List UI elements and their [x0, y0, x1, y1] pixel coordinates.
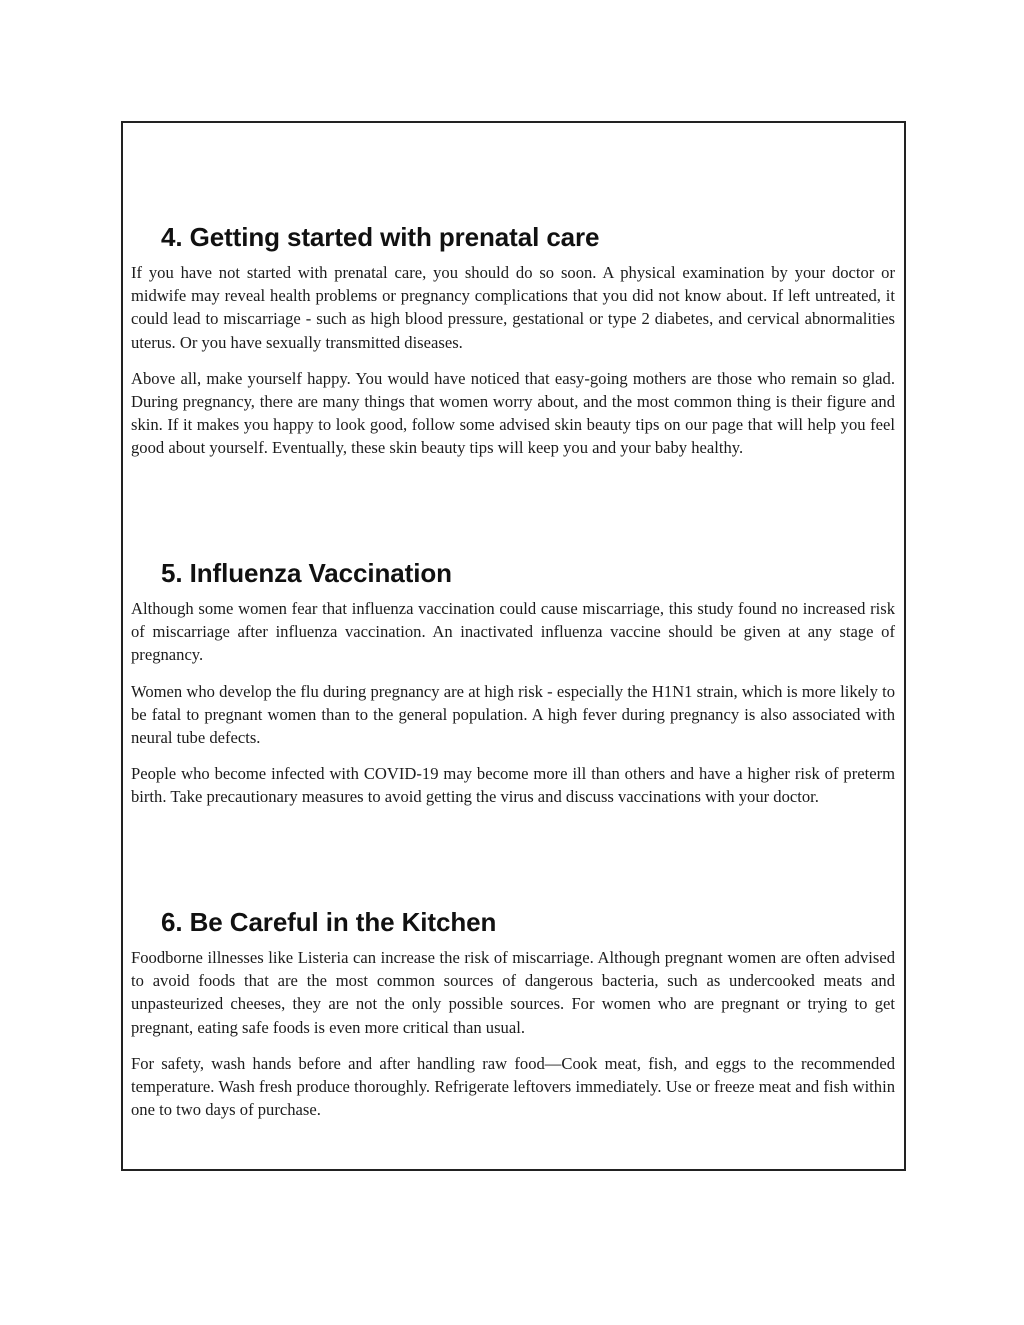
content-frame [121, 121, 906, 1171]
section-heading: 6. Be Careful in the Kitchen [161, 907, 497, 937]
section-influenza-vaccination [131, 557, 895, 822]
section-kitchen-safety [131, 906, 895, 1134]
paragraph: If you have not started with prenatal care, you should do so soon. A physical examination by your doctor or midwife may reveal health problems or pregnancy complications that you did not know about. If left untreated, it could lead to miscarriage - such as high blood pressure, gestational or type 2 diabetes, and cervical abnormalities uterus. Or you have sexually transmitted diseases. [131, 263, 895, 352]
section-prenatal-care [131, 221, 895, 473]
paragraph: Women who develop the flu during pregnancy are at high risk - especially the H1N1 strain, which is more likely to be fatal to pregnant women than to the general population. A high fever during pregnancy is also associated with neural tube defects. [131, 681, 895, 748]
section-heading: 4. Getting started with prenatal care [161, 222, 600, 252]
paragraph: For safety, wash hands before and after handling raw food—Cook meat, fish, and eggs to the recommended temperature. Wash fresh produce thoroughly. Refrigerate leftovers immediately. Use or freeze meat and fish within one to two days of purchase. [131, 1053, 895, 1120]
paragraph: Although some women fear that influenza vaccination could cause miscarriage, this study found no increased risk of miscarriage after influenza vaccination. An inactivated influenza vaccine should be given at any stage of pregnancy. [131, 599, 895, 665]
paragraph: Above all, make yourself happy. You would have noticed that easy-going mothers are those who remain so glad. During pregnancy, there are many things that women worry about, and the most common thing is their figure and skin. If it makes you happy to look good, follow some advised skin beauty tips on our page that will help you feel good about yourself. Eventually, these skin beauty tips will keep you and your baby healthy. [131, 368, 895, 458]
section-heading: 5. Influenza Vaccination [161, 558, 452, 588]
paragraph: Foodborne illnesses like Listeria can increase the risk of miscarriage. Although pregnant women are often advised to avoid foods that are the most common sources of dangerous bacteria, such as undercooked meats and unpasteurized cheeses, they are not the only possible sources. For women who are pregnant or trying to get pregnant, eating safe foods is even more critical than usual. [131, 948, 895, 1037]
paragraph: People who become infected with COVID-19 may become more ill than others and have a higher risk of preterm birth. Take precautionary measures to avoid getting the virus and discuss vaccinations with your doctor. [131, 764, 895, 807]
